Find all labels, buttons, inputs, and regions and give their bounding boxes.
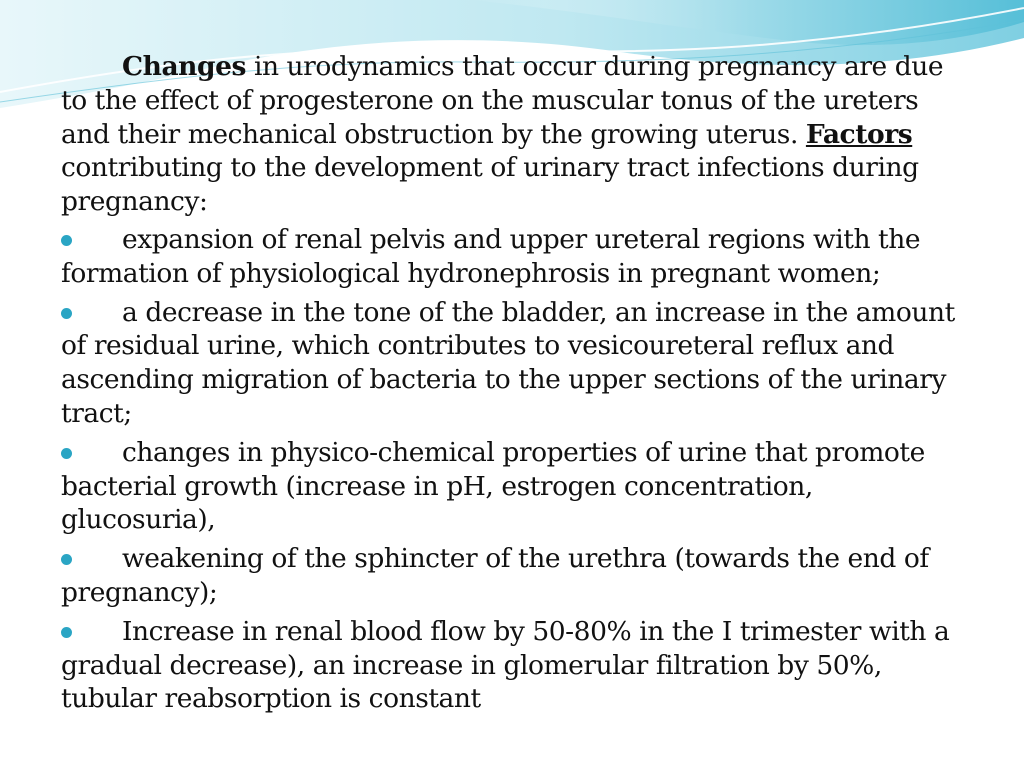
intro-text-1: in urodynamics that occur during pregnancy are due to the effect of progesterone on the muscular tonus of the ureters and their mechanical obstruction by the growing uterus.: [61, 51, 944, 150]
factors-keyword: Factors: [805, 118, 913, 150]
list-item: [61, 615, 961, 716]
intro-paragraph: [61, 50, 961, 219]
list-item: [61, 223, 961, 291]
intro-text-2: contributing to the development of urinary tract infections during pregnancy:: [61, 152, 919, 218]
bullet-icon: [61, 627, 72, 638]
changes-keyword: Changes: [122, 51, 246, 82]
bullet-icon: [61, 308, 72, 319]
list-item: [61, 436, 961, 537]
slide-body: [61, 50, 961, 721]
list-item: [61, 542, 961, 610]
bullet-icon: [61, 448, 72, 459]
list-item-text: expansion of renal pelvis and upper ureteral regions with the formation of physiological hydronephrosis in pregnant women;: [61, 223, 921, 289]
factors-list: [61, 223, 961, 716]
list-item-text: weakening of the sphincter of the urethra (towards the end of pregnancy);: [61, 543, 929, 608]
bullet-icon: [61, 235, 72, 246]
bullet-icon: [61, 554, 72, 565]
list-item-text: a decrease in the tone of the bladder, an increase in the amount of residual urine, which contributes to vesicoureteral reflux and ascending migration of bacteria to the upper sections of the urinary tract;: [61, 296, 955, 429]
list-item-text: changes in physico-chemical properties of urine that promote bacterial growth (increase in pH, estrogen concentration, glucosuria),: [61, 436, 925, 536]
list-item: [61, 296, 961, 431]
list-item-text: Increase in renal blood flow by 50-80% in the I trimester with a gradual decrease), an increase in glomerular filtration by 50%, tubular reabsorption is constant: [61, 615, 950, 715]
